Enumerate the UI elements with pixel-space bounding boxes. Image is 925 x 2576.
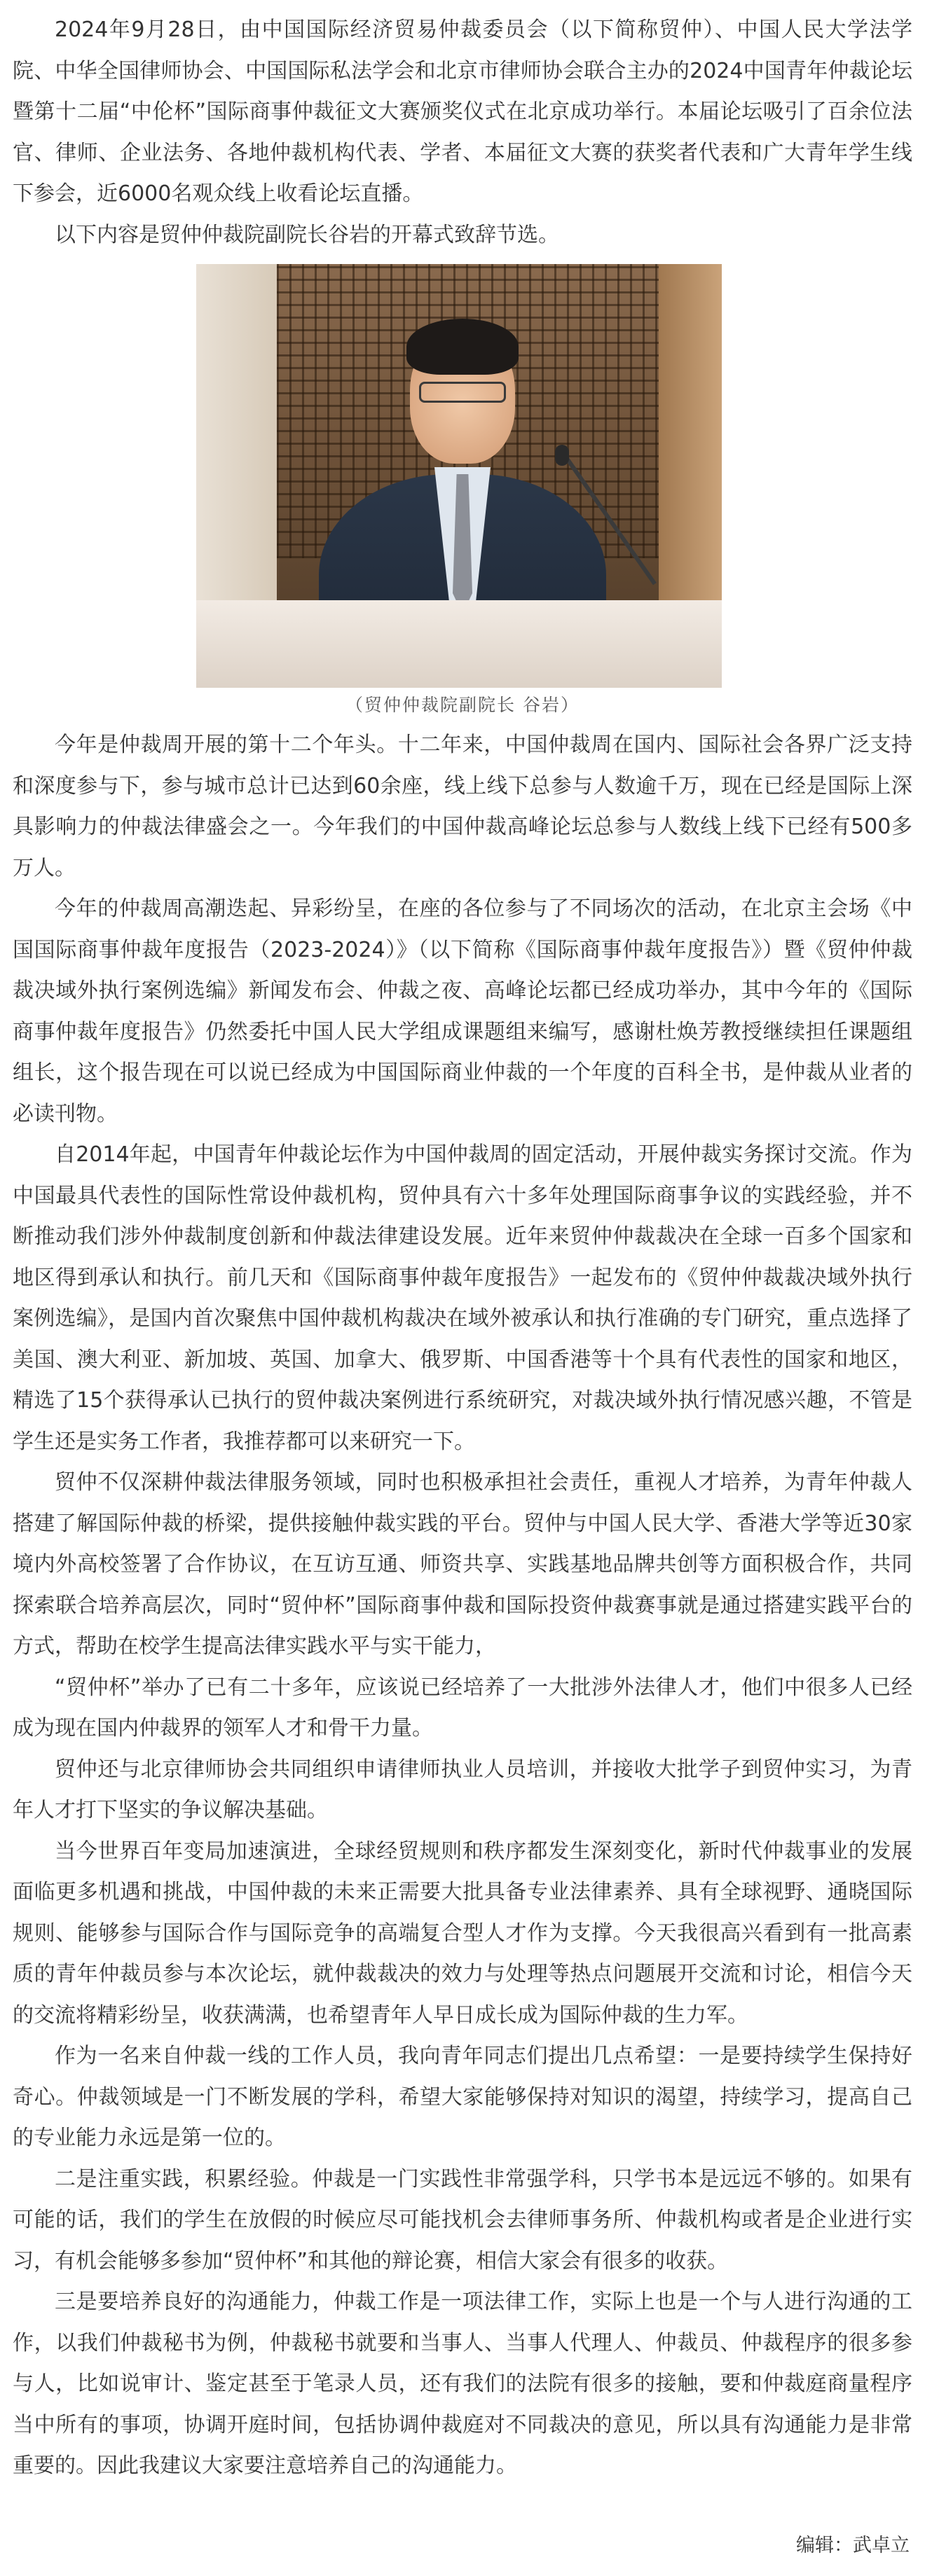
article-paragraph: 贸仲不仅深耕仲裁法律服务领域，同时也积极承担社会责任，重视人才培养，为青年仲裁人搭建了解国际仲裁的桥梁，提供接触仲裁实践的平台。贸仲与中国人民大学、香港大学等近30家境内外高校签署了合作协议，在互访互通、师资共享、实践基地品牌共创等方面积极合作，共同探索联合培养高层次，同时“贸仲杯”国际商事仲裁和国际投资仲裁赛事就是通过搭建实践平台的方式，帮助在校学生提高法律实践水平与实干能力， bbox=[13, 1470, 912, 1659]
article-paragraph: 2024年9月28日，由中国国际经济贸易仲裁委员会（以下简称贸仲）、中国人民大学法学院、中华全国律师协会、中国国际私法学会和北京市律师协会联合主办的2024中国青年仲裁论坛暨第十二届“中伦杯”国际商事仲裁征文大赛颁奖仪式在北京成功举行。本届论坛吸引了百余位法官、律师、企业法务、各地仲裁机构代表、学者、本届征文大赛的获奖者代表和广大青年学生线下参会，近6000名观众线上收看论坛直播。 bbox=[13, 18, 912, 206]
editor-credit: 编辑：武卓立 bbox=[796, 2535, 910, 2556]
article-paragraph: 今年是仲裁周开展的第十二个年头。十二年来，中国仲裁周在国内、国际社会各界广泛支持和深度参与下，参与城市总计已达到60余座，线上线下总参与人数逾千万，现在已经是国际上深具影响力的仲裁法律盛会之一。今年我们的中国仲裁高峰论坛总参与人数线上线下已经有500多万人。 bbox=[13, 733, 912, 880]
article-paragraph: 当今世界百年变局加速演进，全球经贸规则和秩序都发生深刻变化，新时代仲裁事业的发展面临更多机遇和挑战，中国仲裁的未来正需要大批具备专业法律素养、具有全球视野、通晓国际规则、能够参与国际合作与国际竞争的高端复合型人才作为支撑。今天我很高兴看到有一批高素质的青年仲裁员参与本次论坛，就仲裁裁决的效力与处理等热点问题展开交流和讨论，相信今天的交流将精彩纷呈，收获满满，也希望青年人早日成长成为国际仲裁的生力军。 bbox=[13, 1838, 912, 2028]
article-paragraph: 以下内容是贸仲仲裁院副院长谷岩的开幕式致辞节选。 bbox=[55, 222, 559, 247]
speaker-photo bbox=[196, 264, 722, 688]
article-paragraph: 自2014年起，中国青年仲裁论坛作为中国仲裁周的固定活动，开展仲裁实务探讨交流。作为中国最具代表性的国际性常设仲裁机构，贸仲具有六十多年处理国际商事争议的实践经验，并不断推动我们涉外仲裁制度创新和仲裁法律建设发展。近年来贸仲仲裁裁决在全球一百多个国家和地区得到承认和执行。前几天和《国际商事仲裁年度报告》一起发布的《贸仲仲裁裁决域外执行案例选编》，是国内首次聚焦中国仲裁机构裁决在域外被承认和执行准确的专门研究，重点选择了美国、澳大利亚、新加坡、英国、加拿大、俄罗斯、中国香港等十个具有代表性的国家和地区，精选了15个获得承认已执行的贸仲裁决案例进行系统研究，对裁决域外执行情况感兴趣，不管是学生还是实务工作者，我推荐都可以来研究一下。 bbox=[13, 1142, 912, 1454]
article-paragraph: 贸仲还与北京律师协会共同组织申请律师执业人员培训，并接收大批学子到贸仲实习，为青年人才打下坚实的争议解决基础。 bbox=[13, 1757, 912, 1822]
article-body bbox=[13, 10, 912, 2487]
article-paragraph: “贸仲杯”举办了已有二十多年，应该说已经培养了一大批涉外法律人才，他们中很多人已经成为现在国内仲裁界的领军人才和骨干力量。 bbox=[13, 1675, 912, 1740]
photo-caption: （贸仲仲裁院副院长 谷岩） bbox=[345, 695, 580, 715]
article-figure bbox=[0, 264, 925, 690]
article-paragraph: 二是注重实践，积累经验。仲裁是一门实践性非常强学科，只学书本是远远不够的。如果有可能的话，我们的学生在放假的时候应尽可能找机会去律师事务所、仲裁机构或者是企业进行实习，有机会能够多参加“贸仲杯”和其他的辩论赛，相信大家会有很多的收获。 bbox=[13, 2166, 912, 2273]
article-paragraph: 三是要培养良好的沟通能力，仲裁工作是一项法律工作，实际上也是一个与人进行沟通的工作，以我们仲裁秘书为例，仲裁秘书就要和当事人、当事人代理人、仲裁员、仲裁程序的很多参与人，比如说审计、鉴定甚至于笔录人员，还有我们的法院有很多的接触，要和仲裁庭商量程序当中所有的事项，协调开庭时间，包括协调仲裁庭对不同裁决的意见，所以具有沟通能力是非常重要的。因此我建议大家要注意培养自己的沟通能力。 bbox=[13, 2290, 912, 2478]
article-paragraph: 作为一名来自仲裁一线的工作人员，我向青年同志们提出几点希望：一是要持续学生保持好奇心。仲裁领域是一门不断发展的学科，希望大家能够保持对知识的渴望，持续学习，提高自己的专业能力永远是第一位的。 bbox=[13, 2044, 912, 2150]
article-paragraph: 今年的仲裁周高潮迭起、异彩纷呈，在座的各位参与了不同场次的活动，在北京主会场《中国国际商事仲裁年度报告（2023-2024）》（以下简称《国际商事仲裁年度报告》）暨《贸仲仲裁裁决域外执行案例选编》新闻发布会、仲裁之夜、高峰论坛都已经成功举办，其中今年的《国际商事仲裁年度报告》仍然委托中国人民大学组成课题组来编写，感谢杜焕芳教授继续担任课题组组长，这个报告现在可以说已经成为中国国际商业仲裁的一个年度的百科全书，是仲裁从业者的必读刊物。 bbox=[13, 896, 912, 1126]
